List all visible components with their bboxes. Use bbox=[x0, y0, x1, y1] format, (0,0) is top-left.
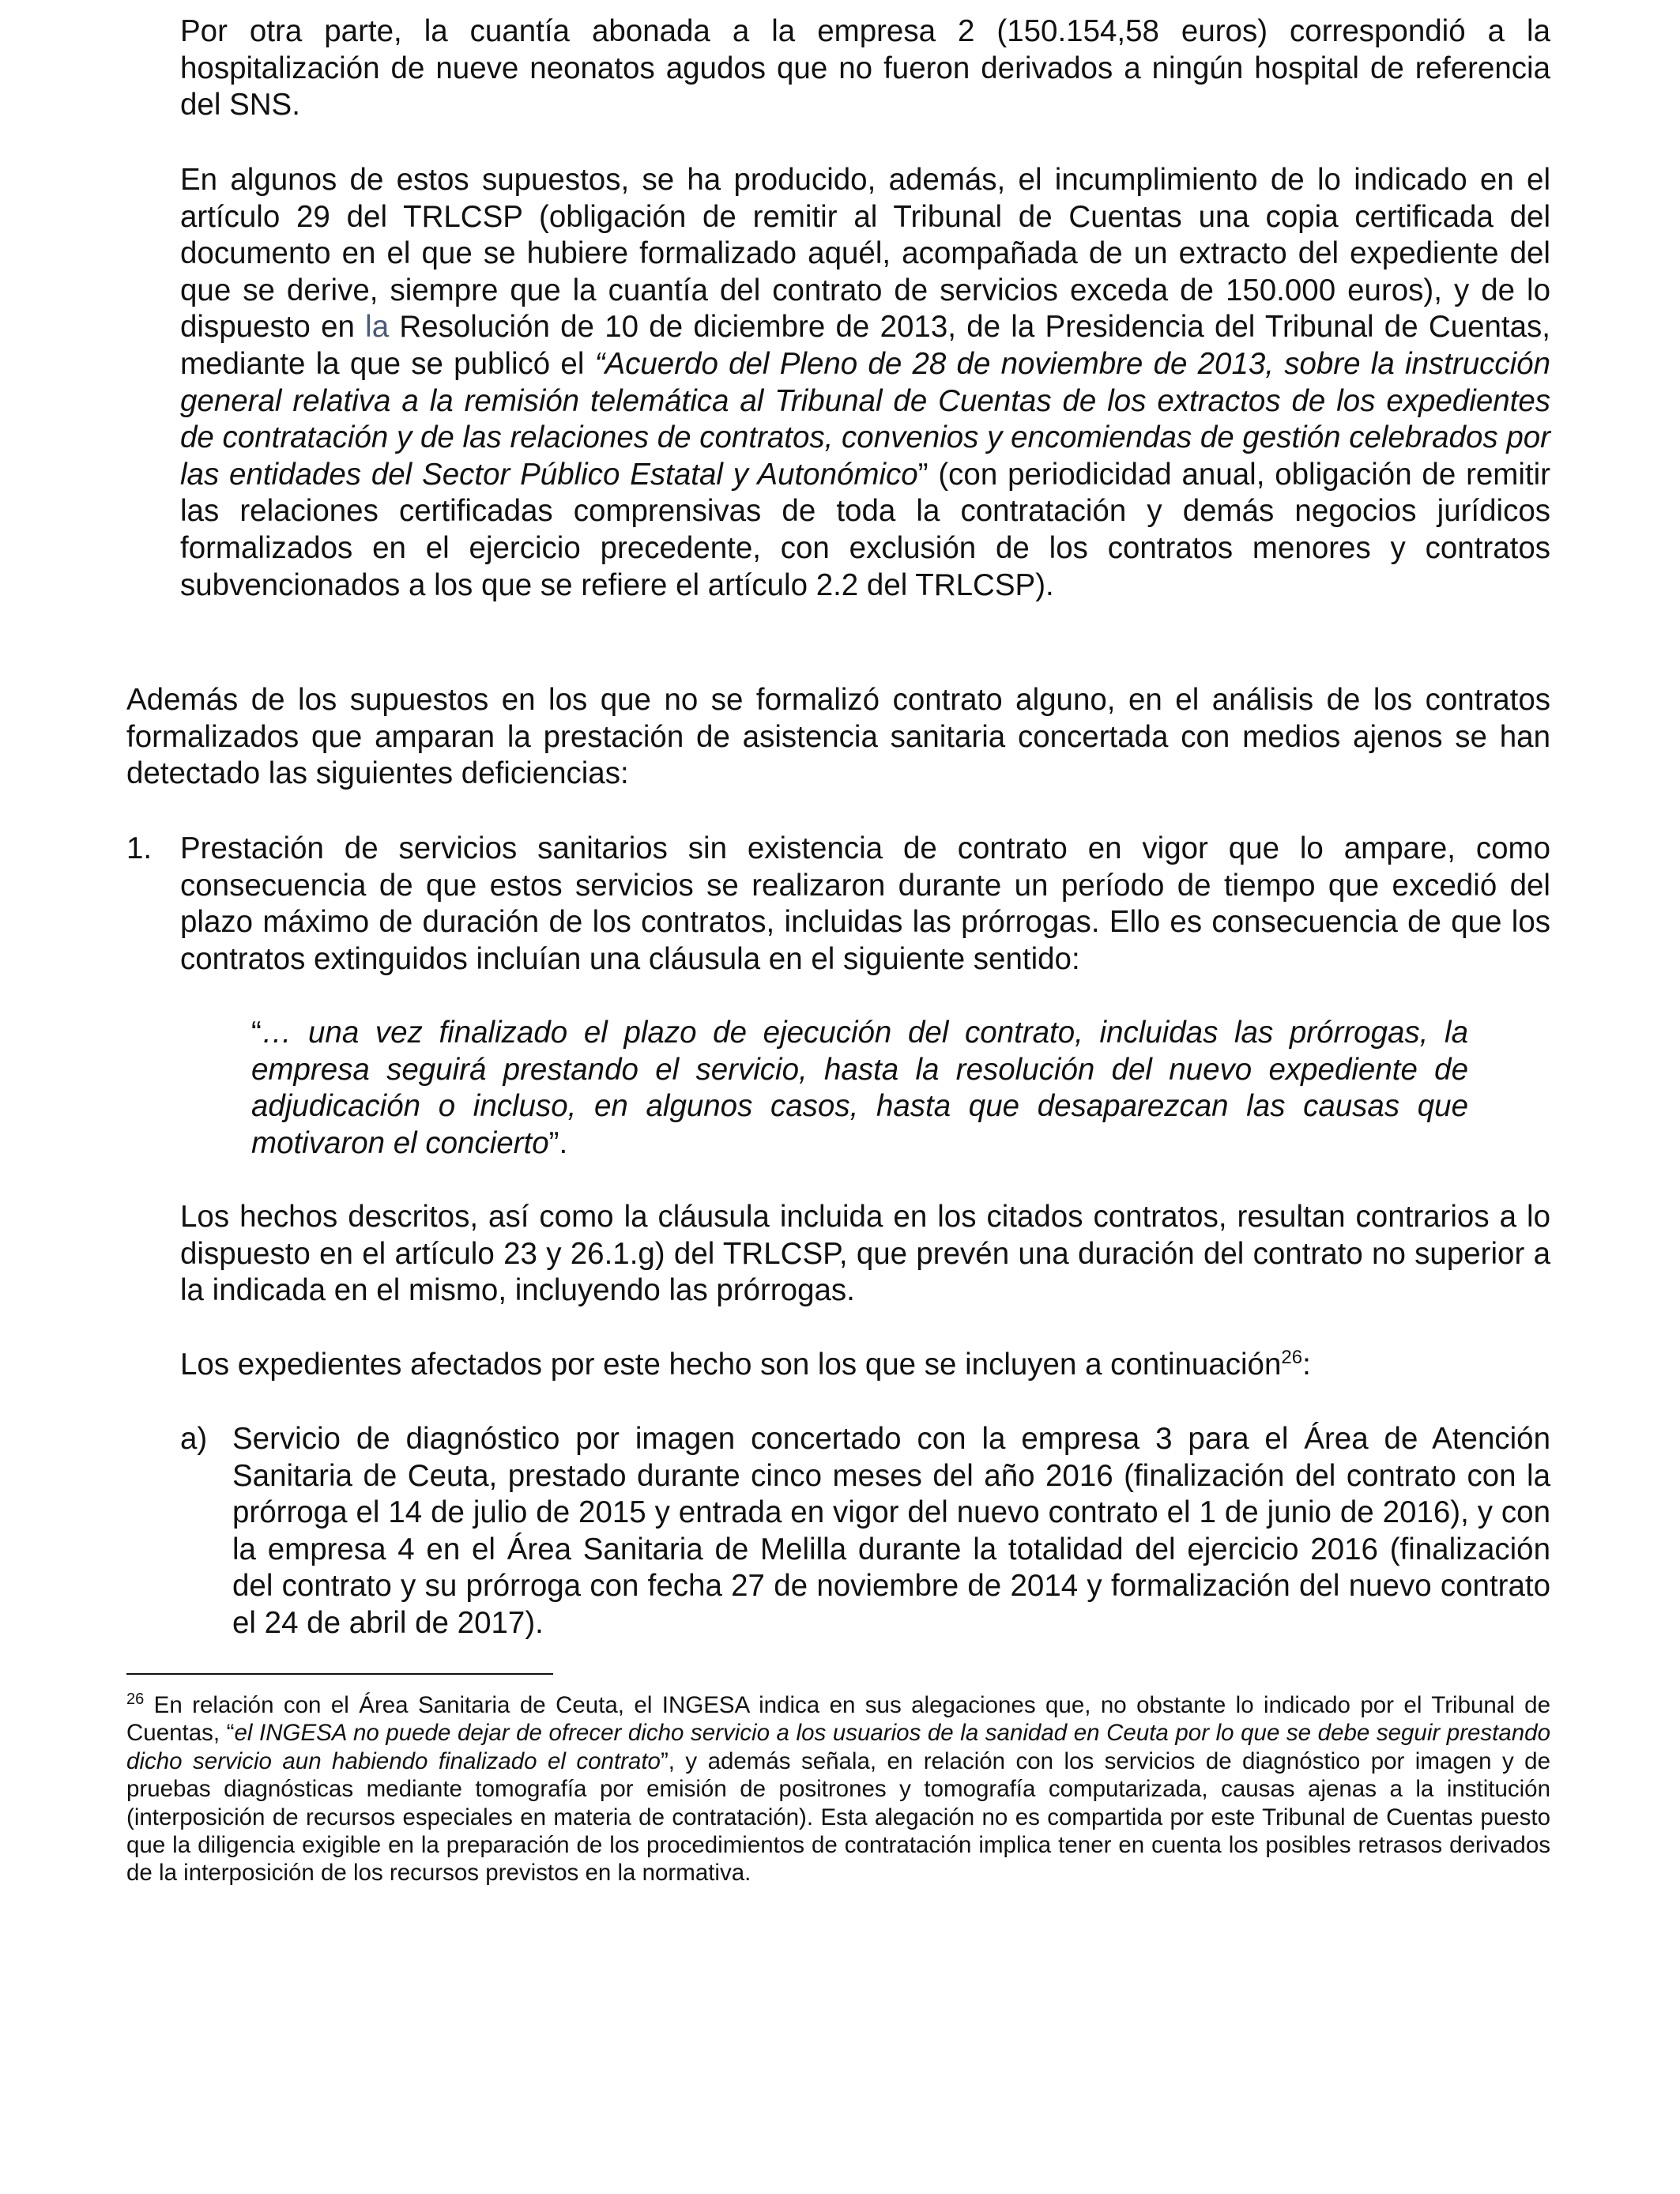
footnote-26-ingesa-quote: el INGESA no puede dejar de ofrecer dicho servicio a los usuarios de la sanidad en Ceuta por lo que se debe seguir prestando dicho servicio aun habiendo finalizado el contrato bbox=[126, 1720, 1550, 1774]
paragraph-deficiencias-intro-text: Además de los supuestos en los que no se formalizó contrato alguno, en el análisis de los contratos formalizados que amparan la prestación de asistencia sanitaria concertada con medios ajenos se han detectado las siguientes deficiencias: bbox=[126, 683, 1550, 791]
list-item-1-number: 1. bbox=[126, 831, 153, 865]
list-item-1-text: Prestación de servicios sanitarios sin existencia de contrato en vigor que lo ampare, como consecuencia de que estos servicios se realizaron durante un período de tiempo que excedió del plazo máximo de duración de los contratos, incluidas las prórrogas. Ello es consecuencia de que los contratos extinguidos incluían una cláusula en el siguiente sentido: bbox=[180, 831, 1550, 976]
block-quote-open: “ bbox=[251, 1016, 262, 1050]
sub-item-a-text: Servicio de diagnóstico por imagen concertado con la empresa 3 para el Área de Atención Sanitaria de Ceuta, prestado durante cinco meses del año 2016 (finalización del contrato con la prórroga el 14 de julio de 2015 y entrada en vigor del nuevo contrato el 1 de junio de 2016), y con la empresa 4 en el Área Sanitaria de Melilla durante la totalidad del ejercicio 2016 (finalización del contrato y su prórroga con fecha 27 de noviembre de 2014 y formalización del nuevo contrato el 24 de abril de 2017). bbox=[232, 1422, 1550, 1640]
paragraph-expedientes-afectados bbox=[180, 1347, 1550, 1384]
list-item-1 bbox=[180, 831, 1550, 978]
footnote-reference-26[interactable]: 26 bbox=[1281, 1347, 1303, 1368]
block-quote-text: … una vez finalizado el plazo de ejecución del contrato, incluidas las prórrogas, la empresa seguirá prestando el servicio, hasta la resolución del nuevo expediente de adjudicación o incluso, en algunos casos, hasta que desaparezcan las causas que motivaron el concierto bbox=[251, 1016, 1468, 1160]
paragraph-expedientes-afectados-text: Los expedientes afectados por este hecho son los que se incluyen a continuación bbox=[180, 1348, 1282, 1382]
paragraph-expedientes-afectados-tail: : bbox=[1302, 1348, 1311, 1382]
paragraph-hechos-descritos bbox=[180, 1199, 1550, 1310]
paragraph-deficiencias-intro bbox=[126, 682, 1550, 793]
footnote-26-text-1: En relación con el Área Sanitaria de Ceuta, el INGESA indica en sus alegaciones que, no obstante lo indicado por el Tribunal de Cuentas, “ bbox=[126, 1692, 1550, 1747]
paragraph-hechos-descritos-text: Los hechos descritos, así como la cláusula incluida en los citados contratos, resultan contrarios a lo dispuesto en el artículo 23 y 26.1.g) del TRLCSP, que prevén una duración del contrato no superior a la indicada en el mismo, incluyendo las prórrogas. bbox=[180, 1200, 1550, 1308]
footnote-26-text-2: ”, y además señala, en relación con los servicios de diagnóstico por imagen y de pruebas diagnósticas mediante tomografía por emisión de positrones y tomografía computarizada, causas ajenas a la institución (interposición de recursos especiales en materia de contratación). Esta alegación no es compartida por este Tribunal de Cuentas puesto que la diligencia exigible en la preparación de los procedimientos de contratación implica tener en cuenta los posibles retrasos derivados de la interposición de los recursos previstos en la normativa. bbox=[126, 1747, 1550, 1887]
block-quote-close: ”. bbox=[548, 1125, 568, 1160]
paragraph-incumplimiento bbox=[180, 162, 1550, 604]
sub-item-a-label: a) bbox=[180, 1422, 208, 1456]
acuerdo-pleno-citation: “Acuerdo del Pleno de 28 de noviembre de 2013, sobre la instrucción general relativa a la remisión telemática al Tribunal de Cuentas de los extractos de los expedientes de contratación y de las relaciones de contratos, convenios y encomiendas de gestión celebrados por las entidades del Sector Público Estatal y Autonómico bbox=[180, 346, 1550, 492]
paragraph-empresa-2-text: Por otra parte, la cuantía abonada a la empresa 2 (150.154,58 euros) correspondió a la hospitalización de nueve neonatos agudos que no fueron derivados a ningún hospital de referencia del SNS. bbox=[180, 14, 1550, 123]
paragraph-empresa-2 bbox=[180, 13, 1550, 124]
block-quote-clausula bbox=[251, 1015, 1468, 1162]
footnote-26-number: 26 bbox=[126, 1691, 145, 1708]
sub-item-a bbox=[232, 1421, 1550, 1642]
footnote-26 bbox=[126, 1691, 1550, 1887]
paragraph-incumplimiento-text-1: En algunos de estos supuestos, se ha producido, además, el incumplimiento de lo indicado en el artículo 29 del TRLCSP (obligación de remitir al Tribunal de Cuentas una copia certificada del documento en el que se hubiere formalizado aquél, acompañada de un extracto del expediente del que se derive, siempre que la cuantía del contrato de servicios exceda de 150.000 euros), y de lo dispuesto en bbox=[180, 163, 1550, 345]
paragraph-incumplimiento-text-3: ” (con periodicidad anual, obligación de remitir las relaciones certificadas comprensivas de toda la contratación y demás negocios jurídicos formalizados en el ejercicio precedente, con exclusión de los contratos menores y contratos subvencionados a los que se refiere el artículo 2.2 del TRLCSP). bbox=[180, 457, 1550, 602]
footnote-divider bbox=[126, 1673, 553, 1675]
paragraph-incumplimiento-la: la bbox=[365, 310, 390, 345]
paragraph-incumplimiento-text-2: Resolución de 10 de diciembre de 2013, de la Presidencia del Tribunal de Cuentas, mediante la que se publicó el bbox=[180, 310, 1550, 381]
